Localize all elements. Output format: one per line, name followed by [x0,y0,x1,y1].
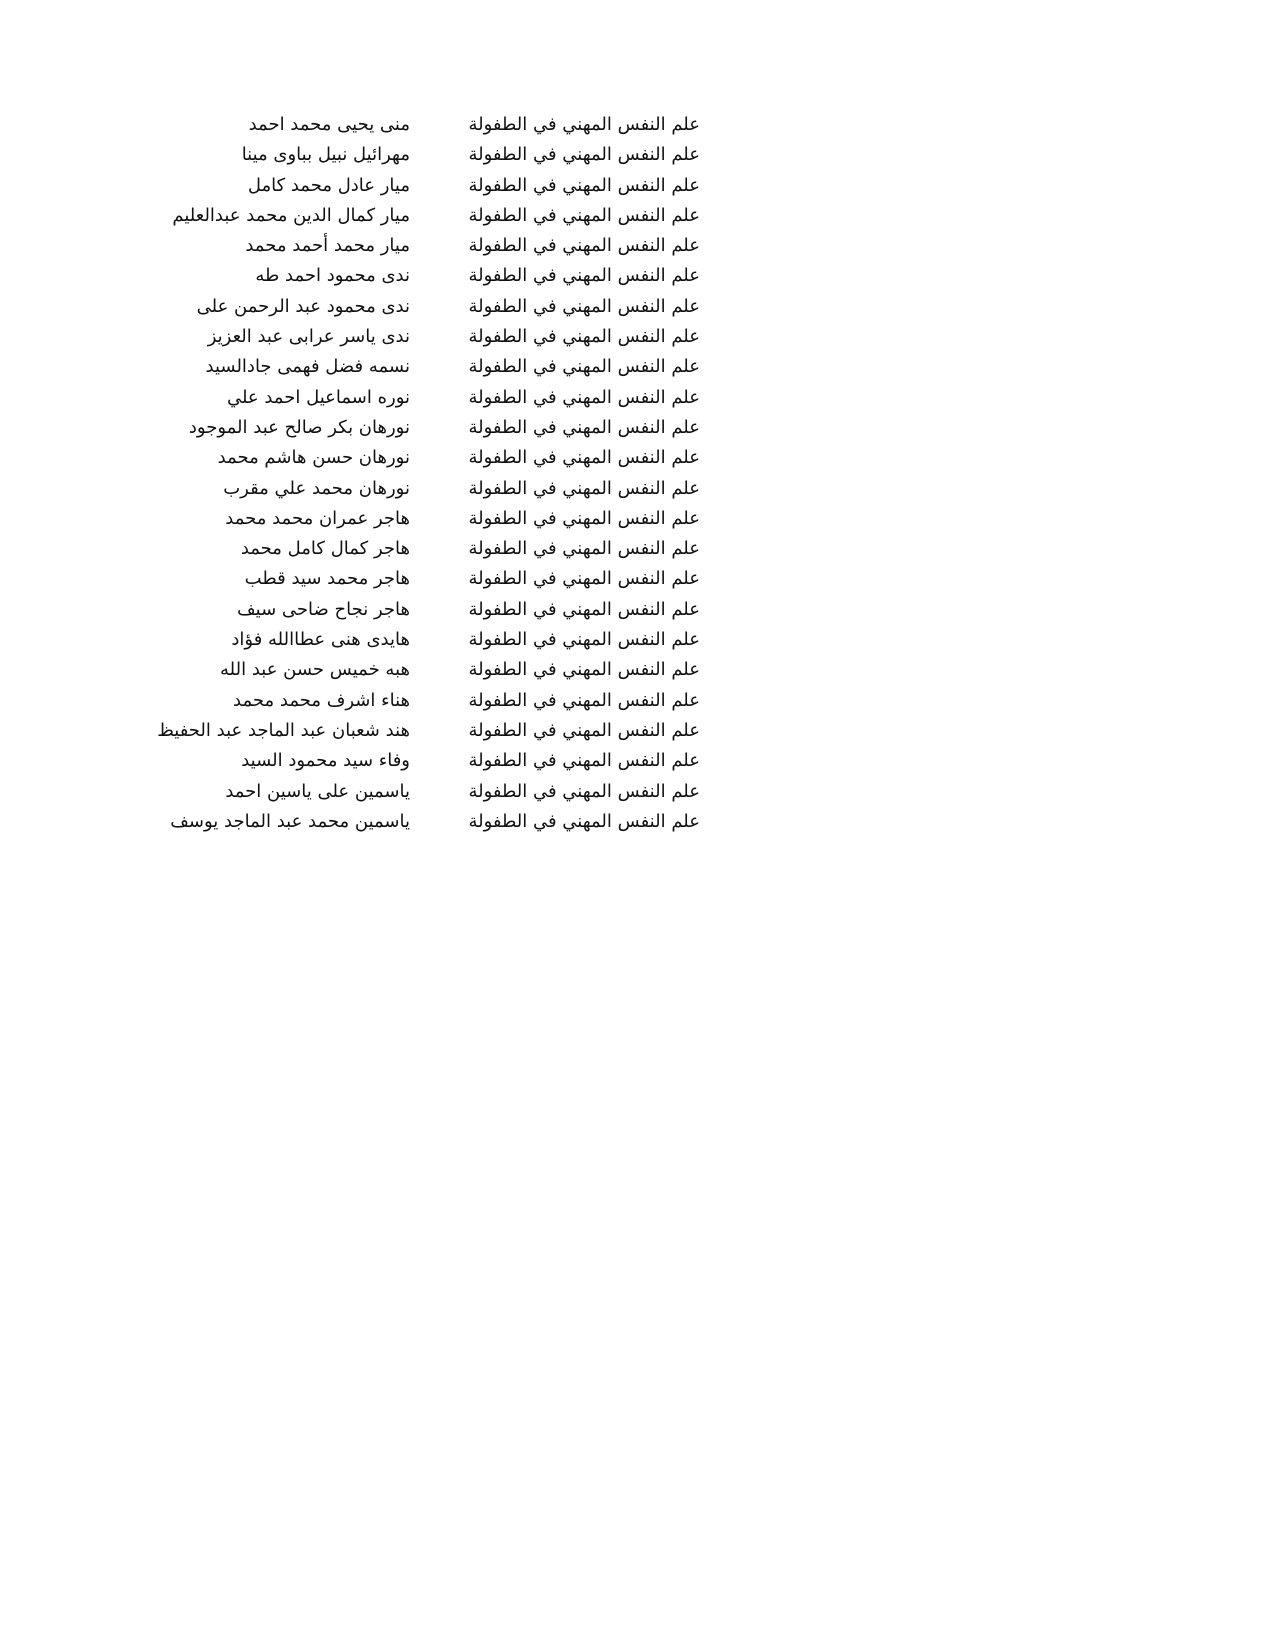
student-name-cell: منى يحيى محمد احمد [248,114,410,135]
course-cell: علم النفس المهني في الطفولة [468,447,700,469]
student-name-cell: ندى ياسر عرابى عبد العزيز [207,326,410,348]
student-name-cell: ندى محمود احمد طه [255,265,410,287]
course-cell: علم النفس المهني في الطفولة [468,568,700,590]
table-row [120,655,700,685]
student-course-list [120,110,700,837]
student-name-cell: هبه خميس حسن عبد الله [220,659,410,681]
student-name-cell: ياسمين على ياسين احمد [225,780,410,802]
course-cell: علم النفس المهني في الطفولة [468,265,700,287]
table-row [120,140,700,170]
course-cell: علم النفس المهني في الطفولة [468,689,700,711]
table-row [120,777,700,807]
course-cell: علم النفس المهني في الطفولة [468,750,700,772]
table-row [120,564,700,594]
course-cell: علم النفس المهني في الطفولة [468,295,700,317]
student-name-cell: هناء اشرف محمد محمد [233,689,410,711]
table-row [120,383,700,413]
course-cell: علم النفس المهني في الطفولة [468,356,700,378]
student-name-cell: هاجر نجاح ضاحى سيف [237,598,410,620]
student-name-cell: وفاء سيد محمود السيد [241,750,410,772]
course-cell: علم النفس المهني في الطفولة [468,235,700,257]
course-cell: علم النفس المهني في الطفولة [468,477,700,499]
course-cell: علم النفس المهني في الطفولة [468,719,700,741]
table-row [120,686,700,716]
table-row [120,231,700,261]
table-row [120,504,700,534]
course-cell: علم النفس المهني في الطفولة [468,598,700,620]
course-cell: علم النفس المهني في الطفولة [468,780,700,802]
table-row [120,625,700,655]
table-row [120,201,700,231]
course-cell: علم النفس المهني في الطفولة [468,416,700,438]
table-row [120,474,700,504]
table-row [120,716,700,746]
table-row [120,110,700,140]
course-cell: علم النفس المهني في الطفولة [468,507,700,529]
student-name-cell: هاجر محمد سيد قطب [244,568,410,590]
course-cell: علم النفس المهني في الطفولة [468,144,700,166]
table-row [120,595,700,625]
course-cell: علم النفس المهني في الطفولة [468,326,700,348]
table-row [120,171,700,201]
course-cell: علم النفس المهني في الطفولة [468,659,700,681]
table-row [120,413,700,443]
student-name-cell: هاجر عمران محمد محمد [225,507,410,529]
course-cell: علم النفس المهني في الطفولة [468,629,700,651]
student-name-cell: نورهان محمد علي مقرب [223,477,410,499]
table-row [120,292,700,322]
student-name-cell: ميار كمال الدين محمد عبدالعليم [172,204,410,226]
student-name-cell: هاجر كمال كامل محمد [240,538,410,560]
table-row [120,443,700,473]
table-row [120,322,700,352]
student-name-cell: نورهان بكر صالح عبد الموجود [188,416,410,438]
table-row [120,807,700,837]
table-row [120,352,700,382]
course-cell: علم النفس المهني في الطفولة [468,174,700,196]
student-name-cell: ياسمين محمد عبد الماجد يوسف [170,810,410,832]
student-name-cell: نوره اسماعيل احمد علي [226,386,410,408]
course-cell: علم النفس المهني في الطفولة [468,538,700,560]
course-cell: علم النفس المهني في الطفولة [468,114,700,135]
table-row [120,534,700,564]
student-name-cell: مهرائيل نبيل بباوى مينا [241,144,410,166]
student-name-cell: هند شعبان عبد الماجد عبد الحفيظ [157,719,410,741]
table-row [120,746,700,776]
course-cell: علم النفس المهني في الطفولة [468,810,700,832]
student-name-cell: ندى محمود عبد الرحمن على [196,295,410,317]
student-name-cell: هايدى هنى عطاالله فؤاد [231,629,410,651]
course-cell: علم النفس المهني في الطفولة [468,204,700,226]
table-row [120,261,700,291]
student-name-cell: نسمه فضل فهمى جادالسيد [205,356,410,378]
student-name-cell: ميار محمد أحمد محمد [245,235,410,257]
course-cell: علم النفس المهني في الطفولة [468,386,700,408]
student-name-cell: ميار عادل محمد كامل [247,174,410,196]
student-name-cell: نورهان حسن هاشم محمد [217,447,410,469]
